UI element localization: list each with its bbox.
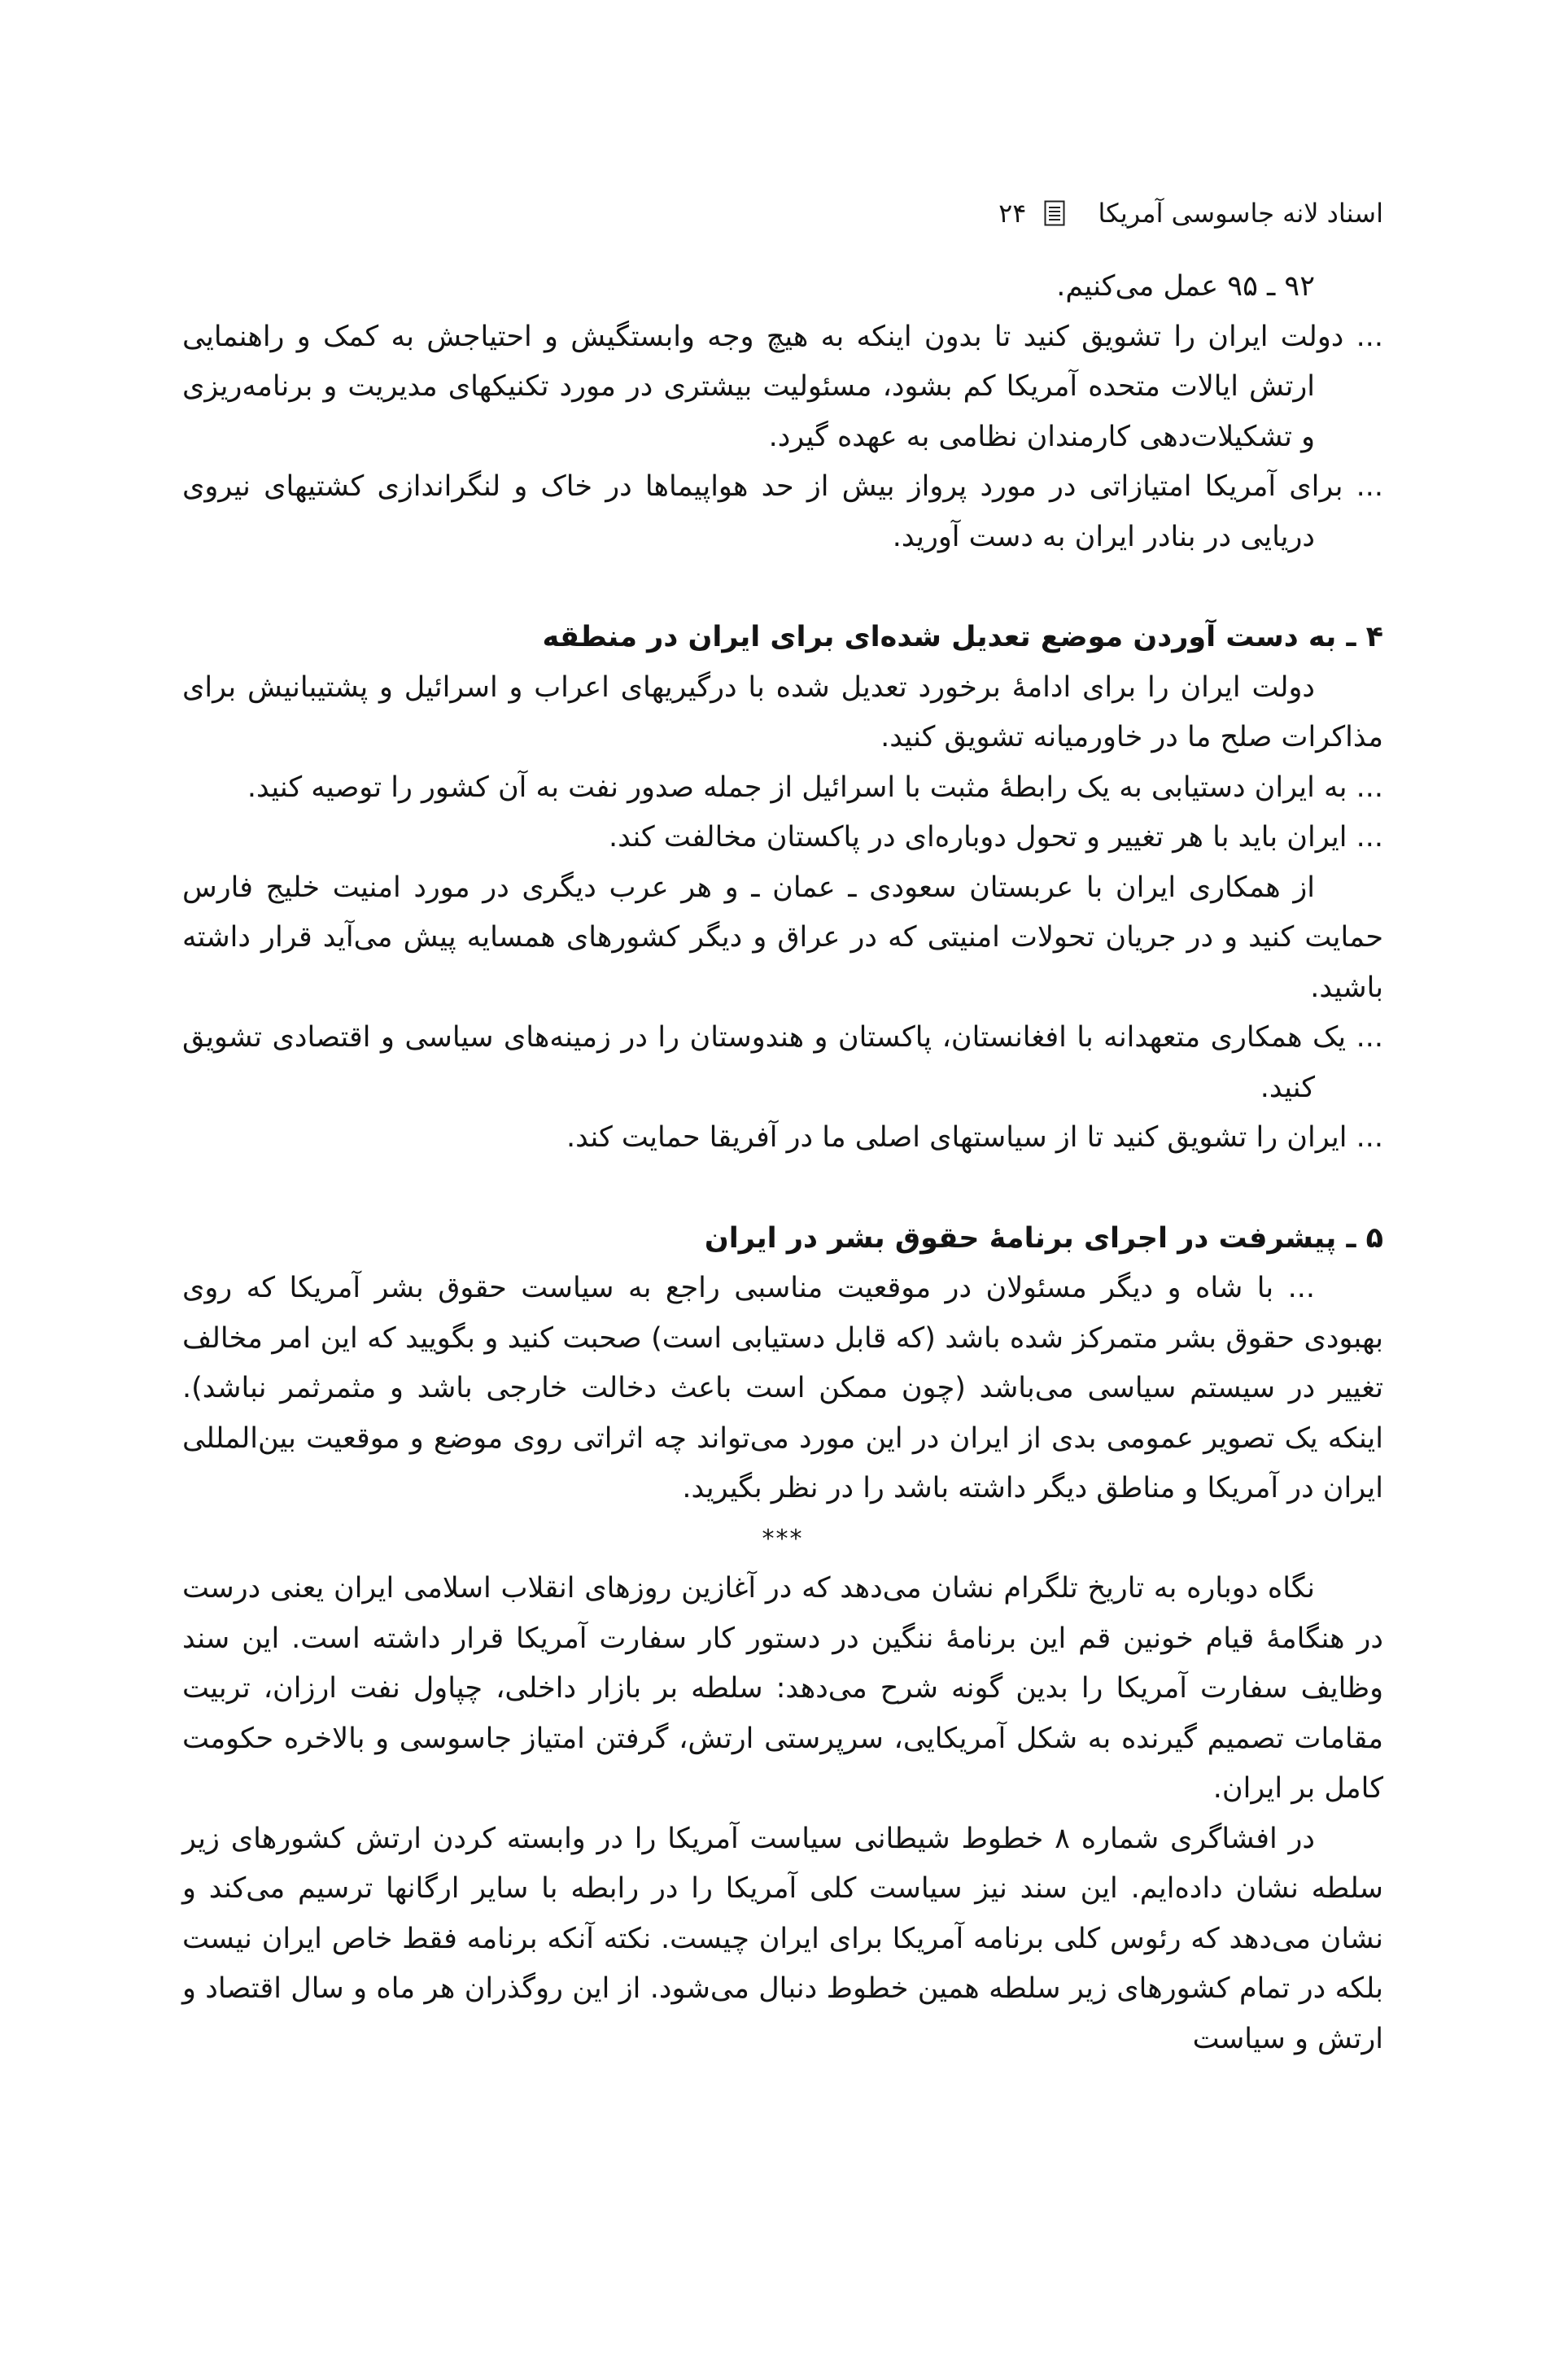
paragraph: دولت ایران را برای ادامهٔ برخورد تعدیل شده با درگیریهای اعراب و اسرائیل و پشتیبانیش برای مذاکرات صلح ما در خاورمیانه تشویق کنید. [182, 670, 1383, 753]
bullet-paragraph: ... به ایران دستیابی به یک رابطهٔ مثبت با اسرائیل از جمله صدور نفت به آن کشور را توصیه کنید. [247, 771, 1383, 804]
section-separator: *** [762, 1524, 804, 1553]
document-icon [1044, 200, 1065, 226]
book-title: اسناد لانه جاسوسی آمریکا [1098, 198, 1383, 229]
paragraph: ... با شاه و دیگر مسئولان در موقعیت مناسبی راجع به سیاست حقوق بشر آمریکا که روی بهبودی حقوق بشر متمرکز شده باشد (که قابل دستیابی است) صحبت کنید و بگویید که این امر مخالف تغییر در سیستم سیاسی می‌باشد (چون ممکن است باعث دخالت خارجی باشد و مثمرثمر نباشد). اینکه یک تصویر عمومی بدی از ایران در این مورد می‌تواند چه اثراتی روی موضع و موقعیت بین‌المللی ایران در آمریکا و مناطق دیگر داشته باشد را در نظر بگیرید. [182, 1272, 1383, 1504]
paragraph: ۹۲ ـ ۹۵ عمل می‌کنیم. [1056, 270, 1315, 303]
paragraph: نگاه دوباره به تاریخ تلگرام نشان می‌دهد که در آغازین روزهای انقلاب اسلامی ایران یعنی درست در هنگامهٔ قیام خونین قم این برنامهٔ ننگین در دستور کار سفارت آمریکا قرار داشته است. این سند وظایف سفارت آمریکا را بدین گونه شرح می‌دهد: سلطه بر بازار داخلی، چپاول نفت ارزان، تربیت مقامات تصمیم گیرنده به شکل آمریکایی، سرپرستی ارتش، گرفتن امتیاز جاسوسی و بالاخره حکومت کامل بر ایران. [182, 1572, 1383, 1805]
section-heading-5: ۵ ـ پیشرفت در اجرای برنامهٔ حقوق بشر در ایران [704, 1221, 1383, 1255]
bullet-paragraph: ... ایران باید با هر تغییر و تحول دوباره‌ای در پاکستان مخالفت کند. [608, 821, 1383, 854]
bullet-paragraph: ... برای آمریکا امتیازاتی در مورد پرواز بیش از حد هواپیماها در خاک و لنگراندازی کشتیهای نیروی دریایی در بنادر ایران به دست آورید. [182, 470, 1383, 553]
bullet-paragraph: ... ایران را تشویق کنید تا از سیاستهای اصلی ما در آفریقا حمایت کند. [566, 1121, 1383, 1154]
paragraph: در افشاگری شماره ۸ خطوط شیطانی سیاست آمریکا را در وابسته کردن ارتش کشورهای زیر سلطه نشان داده‌ایم. این سند نیز سیاست کلی آمریکا را در رابطه با سایر ارگانها ترسیم می‌کند و نشان می‌دهد که رئوس کلی برنامه آمریکا برای ایران چیست. نکته آنکه برنامه فقط خاص ایران نیست بلکه در تمام کشورهای زیر سلطه همین خطوط دنبال می‌شود. از این روگذران هر ماه و سال اقتصاد و ارتش و سیاست [182, 1822, 1383, 2055]
bullet-paragraph: ... یک همکاری متعهدانه با افغانستان، پاکستان و هندوستان را در زمینه‌های سیاسی و اقتصادی تشویق کنید. [182, 1021, 1383, 1104]
section-heading-4: ۴ ـ به دست آوردن موضع تعدیل شده‌ای برای ایران در منطقه [542, 621, 1383, 653]
paragraph: از همکاری ایران با عربستان سعودی ـ عمان ـ و هر عرب دیگری در مورد امنیت خلیج فارس حمایت کنید و در جریان تحولات امنیتی که در عراق و دیگر کشورهای همسایه پیش می‌آید قرار داشته باشید. [182, 871, 1383, 1004]
bullet-paragraph: ... دولت ایران را تشویق کنید تا بدون اینکه به هیچ وجه وابستگیش و احتیاجش به کمک و راهنمایی ارتش ایالات متحده آمریکا کم بشود، مسئولیت بیشتری در مورد تکنیکهای مدیریت و برنامه‌ریزی و تشکیلات‌دهی کارمندان نظامی به عهده گیرد. [182, 320, 1383, 453]
running-header [179, 189, 1383, 238]
body-text [182, 262, 1383, 2064]
page-number: ۲۴ [998, 198, 1027, 229]
